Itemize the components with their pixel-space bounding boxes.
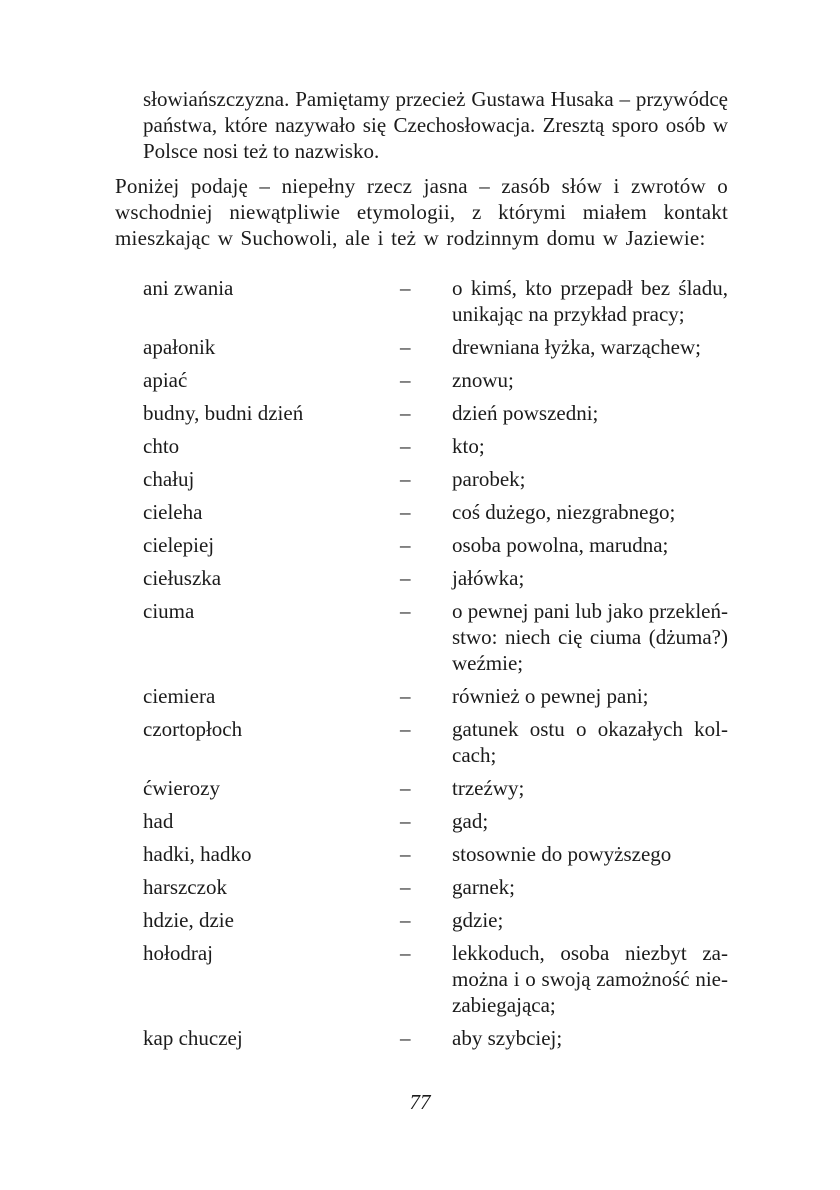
glossary-term: kap chuczej [143, 1026, 243, 1050]
glossary-term: apiać [143, 368, 188, 392]
glossary-list [143, 275, 728, 1051]
paragraph-intro: Poniżej podaję – niepełny rzecz jasna – zasób słów i zwrotów o wschodniej niewątpliwie etymologii, z którymi miałem kontakt mieszkając w Suchowoli, ale i też w rodzinnym domu w Jaziewie: [115, 174, 728, 250]
glossary-row [143, 532, 728, 558]
glossary-dash: – [400, 368, 411, 392]
glossary-dash: – [400, 684, 411, 708]
glossary-dash: – [400, 776, 411, 800]
glossary-term: ciemiera [143, 684, 216, 708]
glossary-dash: – [400, 809, 411, 833]
glossary-dash: – [400, 533, 411, 557]
glossary-dash: – [400, 875, 411, 899]
glossary-row [143, 499, 728, 525]
glossary-dash: – [400, 276, 411, 300]
glossary-term: apałonik [143, 335, 216, 359]
glossary-row [143, 907, 728, 933]
glossary-term: czortopłoch [143, 717, 243, 741]
glossary-definition: parobek; [452, 467, 526, 491]
glossary-definition: gdzie; [452, 908, 504, 932]
glossary-term: ćwierozy [143, 776, 220, 800]
glossary-row [143, 367, 728, 393]
glossary-dash: – [400, 434, 411, 458]
glossary-definition: stosownie do powyższego [452, 842, 672, 866]
glossary-definition: lekkoduch, osoba niezbyt zamożna i o swoją zamożność niezabiegająca; [452, 941, 728, 1017]
glossary-row [143, 598, 728, 676]
glossary-row [143, 775, 728, 801]
glossary-term: budny, budni dzień [143, 401, 304, 425]
glossary-definition: osoba powolna, marudna; [452, 533, 669, 557]
glossary-definition: o pewnej pani lub jako przekleństwo: niech cię ciuma (dżuma?) weźmie; [452, 599, 728, 675]
glossary-row [143, 874, 728, 900]
glossary-dash: – [400, 500, 411, 524]
glossary-row [143, 841, 728, 867]
glossary-dash: – [400, 401, 411, 425]
glossary-dash: – [400, 717, 411, 741]
glossary-term: ani zwania [143, 276, 234, 300]
glossary-dash: – [400, 842, 411, 866]
glossary-definition: jałówka; [452, 566, 525, 590]
glossary-row [143, 334, 728, 360]
glossary-row [143, 808, 728, 834]
text-block [115, 86, 728, 1058]
glossary-term: chto [143, 434, 180, 458]
page-number: 77 [409, 1090, 431, 1114]
glossary-term: had [143, 809, 174, 833]
glossary-term: ciełuszka [143, 566, 222, 590]
glossary-definition: również o pewnej pani; [452, 684, 649, 708]
glossary-dash: – [400, 941, 411, 965]
glossary-row [143, 1025, 728, 1051]
glossary-term: hdzie, dzie [143, 908, 234, 932]
glossary-row [143, 466, 728, 492]
glossary-definition: gatunek ostu o okazałych kolcach; [452, 717, 728, 767]
glossary-dash: – [400, 335, 411, 359]
glossary-definition: gad; [452, 809, 489, 833]
glossary-term: hołodraj [143, 941, 213, 965]
glossary-row [143, 433, 728, 459]
glossary-dash: – [400, 566, 411, 590]
glossary-dash: – [400, 908, 411, 932]
glossary-definition: trzeźwy; [452, 776, 525, 800]
glossary-definition: drewniana łyżka, warząchew; [452, 335, 701, 359]
glossary-term: hadki, hadko [143, 842, 252, 866]
glossary-definition: coś dużego, niezgrabnego; [452, 500, 676, 524]
glossary-definition: kto; [452, 434, 485, 458]
glossary-definition: znowu; [452, 368, 514, 392]
glossary-row [143, 683, 728, 709]
glossary-definition: dzień powszedni; [452, 401, 599, 425]
glossary-definition: aby szybciej; [452, 1026, 563, 1050]
glossary-row [143, 275, 728, 327]
glossary-row [143, 716, 728, 768]
glossary-row [143, 400, 728, 426]
paragraph-continuation: słowiańszczyzna. Pamiętamy przecież Gustawa Husaka – przywódcę państwa, które nazywało się Czechosłowacja. Zresztą sporo osób w Polsce nosi też to nazwisko. [143, 87, 728, 163]
glossary-dash: – [400, 1026, 411, 1050]
glossary-term: cieleha [143, 500, 203, 524]
glossary-term: cielepiej [143, 533, 215, 557]
glossary-definition: garnek; [452, 875, 515, 899]
glossary-row [143, 940, 728, 1018]
glossary-dash: – [400, 599, 411, 623]
glossary-term: chałuj [143, 467, 195, 491]
glossary-definition: o kimś, kto przepadł bez śladu, unikając na przykład pracy; [452, 276, 728, 326]
glossary-term: harszczok [143, 875, 227, 899]
glossary-row [143, 565, 728, 591]
glossary-dash: – [400, 467, 411, 491]
glossary-term: ciuma [143, 599, 195, 623]
